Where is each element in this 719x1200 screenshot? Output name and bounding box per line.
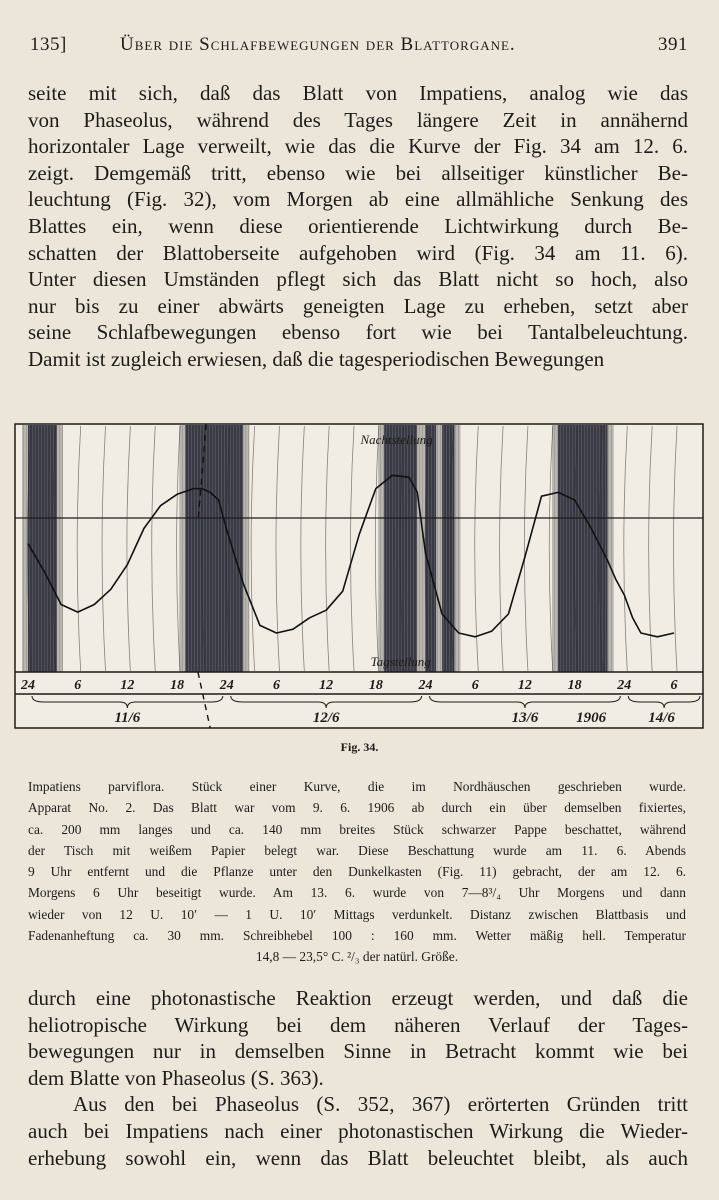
twilight-band (455, 425, 461, 672)
x-tick-label: 6 (670, 678, 678, 693)
twilight-band (57, 425, 63, 672)
figure-label: Fig. 34. (340, 740, 379, 754)
running-header (30, 30, 688, 60)
dark-period-band (558, 425, 608, 672)
figure-caption (28, 776, 686, 968)
x-tick-label: 6 (471, 678, 479, 693)
text-line: von Phaseolus, während des Tages längere Zeit in annähernd (28, 107, 688, 132)
header-section-number: 135] (30, 34, 67, 55)
x-tick-label: 24 (617, 678, 632, 693)
dark-period-band (426, 425, 438, 672)
twilight-band (243, 425, 249, 672)
twilight-band (179, 425, 185, 672)
caption-line: 9 Uhr entfernt und die Pflanze unter den Dunkelkasten (Fig. 11) gebracht, der am 12. 6. (28, 864, 686, 880)
caption-line: ca. 200 mm langes und ca. 140 mm breites Stück schwarzer Pappe beschattet, während (28, 821, 686, 837)
annotation-nachtstellung: Nachtstellung (360, 432, 433, 447)
dark-period-band (185, 425, 243, 672)
x-tick-label: 12 (517, 678, 532, 693)
text-line: nur bis zu einer abwärts geneigten Lage zu erheben, setzt aber (28, 293, 688, 318)
text-line: zeigt. Demgemäß tritt, ebenso wie bei allseitiger künstlicher Be- (28, 160, 688, 185)
caption-line: Morgens 6 Uhr beseitigt wurde. Am 13. 6. wurde von 7—8³/₄ Uhr Morgens und dann (28, 885, 686, 901)
text-line: bewegungen nur in demselben Sinne in Betracht kommt wie bei (28, 1039, 688, 1064)
caption-line: Fadenanheftung ca. 30 mm. Schreibhebel 100 : 160 mm. Wetter mäßig hell. Temperatur (28, 928, 686, 944)
text-line: heliotropische Wirkung bei dem näheren Verlauf der Tages- (28, 1012, 688, 1037)
text-line: leuchtung (Fig. 32), vom Morgen ab eine allmähliche Senkung des (28, 187, 688, 212)
text-line: Unter diesen Umständen pflegt sich das Blatt nicht so hoch, also (28, 267, 688, 292)
date-label: 12/6 (312, 710, 340, 726)
text-line: durch eine photonastische Reaktion erzeugt werden, und daß die (28, 986, 688, 1010)
text-line: Damit ist zugleich erwiesen, daß die tagesperiodischen Bewegungen (28, 346, 605, 371)
body-paragraph-2 (28, 985, 688, 1171)
text-line: Aus den bei Phaseolus (S. 352, 367) erörterten Gründen tritt (73, 1092, 688, 1117)
x-tick-label: 6 (74, 678, 82, 693)
caption-line: 14,8 — 23,5° C. ²/₃ der natürl. Größe. (255, 949, 459, 965)
text-line: seine Schlafbewegungen ebenso fort wie bei Tantalbeleuchtung. (28, 320, 688, 345)
date-label: 14/6 (648, 710, 675, 726)
x-tick-label: 24 (219, 678, 234, 693)
body-paragraph-1 (28, 80, 688, 373)
dark-period-band (384, 425, 417, 672)
x-tick-label: 24 (418, 678, 433, 693)
text-line: auch bei Impatiens nach einer photonastischen Wirkung die Wieder- (28, 1118, 688, 1143)
twilight-band (378, 425, 384, 672)
caption-line: Apparat No. 2. Das Blatt war vom 9. 6. 1906 ab durch ein über demselben fixiertes, (28, 800, 686, 816)
twilight-band (552, 425, 558, 672)
caption-line: wieder von 12 U. 10′ — 1 U. 10′ Mittags verdunkelt. Distanz zwischen Blattbasis und (28, 906, 686, 922)
text-line: schatten der Blattoberseite aufgehoben wird (Fig. 34 am 11. 6). (28, 240, 688, 265)
text-line: dem Blatte von Phaseolus (S. 363). (28, 1065, 324, 1090)
x-tick-label: 12 (120, 678, 135, 693)
page-number: 391 (658, 34, 688, 55)
text-line: Blattes ein, wenn diese orientierende Lichtwirkung durch Be- (28, 213, 688, 238)
figure-34-kymograph-chart (14, 422, 704, 730)
x-tick-label: 18 (567, 678, 582, 693)
dark-period-band (442, 425, 454, 672)
x-tick-label: 18 (368, 678, 383, 693)
twilight-band (608, 425, 614, 672)
year-label: 1906 (576, 710, 607, 726)
annotation-tagstellung: Tagstellung (370, 654, 431, 669)
twilight-band (436, 425, 442, 672)
caption-line: Impatiens parviflora. Stück einer Kurve, die im Nordhäuschen geschrieben wurde. (28, 779, 686, 794)
date-label: 11/6 (114, 710, 141, 726)
x-tick-label: 6 (272, 678, 280, 693)
text-line: seite mit sich, daß das Blatt von Impatiens, analog wie das (28, 81, 688, 105)
x-tick-label: 18 (170, 678, 185, 693)
text-line: horizontaler Lage verweilt, wie das die Kurve der Fig. 34 am 12. 6. (28, 134, 688, 159)
x-tick-label: 12 (319, 678, 334, 693)
header-title: Über die Schlafbewegungen der Blattorgane. (120, 34, 516, 55)
x-tick-label: 24 (21, 678, 35, 693)
text-line: erhebung sowohl ein, wenn das Blatt beleuchtet bleibt, als auch (28, 1145, 688, 1170)
caption-line: der Tisch mit weißem Papier belegt war. Diese Beschattung wurde am 11. 6. Abends (28, 842, 686, 858)
date-label: 13/6 (511, 710, 539, 726)
